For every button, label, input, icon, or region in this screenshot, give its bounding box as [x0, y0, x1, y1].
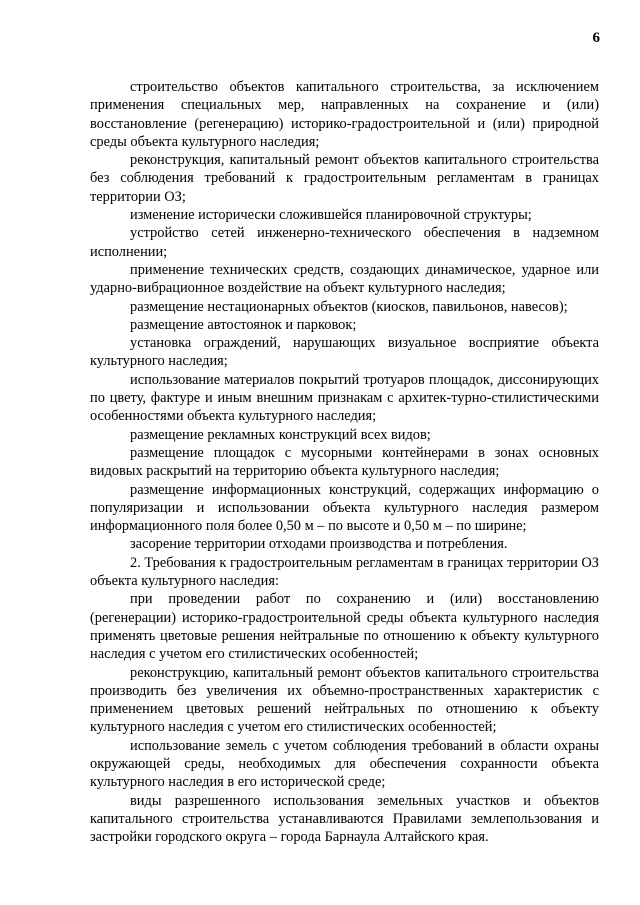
paragraph: засорение территории отходами производства и потребления. — [130, 536, 508, 553]
paragraph: размещение нестационарных объектов (киосков, павильонов, навесов); — [130, 298, 568, 315]
paragraph: размещение информационных конструкций, содержащих информацию о популяризации и использовании объекта культурного наследия размером информационного поля более 0,50 м – по высоте и 0,50 м – по ширине; — [90, 481, 599, 535]
paragraph: виды разрешенного использования земельных участков и объектов капитального строительства устанавливаются Правилами землепользования и застройки городского округа – города Барнаула Алтайского края. — [90, 792, 599, 846]
paragraph: устройство сетей инженерно-технического обеспечения в надземном исполнении; — [90, 225, 599, 260]
page-number: 6 — [592, 30, 600, 46]
paragraph: при проведении работ по сохранению и (или) восстановлению (регенерации) историко-градостроительной среды объекта культурного наследия применять цветовые решения нейтральные по отношению к объекту культурного наследия с учетом его стилистических особенностей; — [90, 591, 599, 663]
paragraph: размещение автостоянок и парковок; — [130, 316, 357, 333]
paragraph: реконструкцию, капитальный ремонт объектов капитального строительства производить без увеличения их объемно-пространственных характеристик с применением цветовых решений нейтральных по отношению к объекту культурного наследия с учетом его стилистических особенностей; — [90, 664, 599, 736]
paragraph: размещение рекламных конструкций всех видов; — [130, 426, 431, 443]
paragraph: изменение исторически сложившейся планировочной структуры; — [130, 207, 532, 224]
paragraph: использование земель с учетом соблюдения требований в области охраны окружающей среды, необходимых для обеспечения сохранности объекта культурного наследия в его исторической среде; — [90, 737, 599, 791]
paragraph: использование материалов покрытий тротуаров площадок, диссонирующих по цвету, фактуре и иным внешним признакам с архитек-турно-стилистическими особенностями объекта культурного наследия; — [90, 371, 599, 425]
paragraph: установка ограждений, нарушающих визуальное восприятие объекта культурного наследия; — [90, 335, 599, 370]
paragraph: размещение площадок с мусорными контейнерами в зонах основных видовых раскрытий на территорию объекта культурного наследия; — [90, 444, 599, 480]
paragraph: применение технических средств, создающих динамическое, ударное или ударно-вибрационное воздействие на объект культурного наследия; — [90, 261, 599, 297]
document-body — [90, 78, 599, 846]
section-heading-paragraph: 2. Требования к градостроительным регламентам в границах территории ОЗ объекта культурного наследия: — [90, 554, 599, 590]
paragraph: реконструкция, капитальный ремонт объектов капитального строительства без соблюдения требований к градостроительным регламентам в границах территории ОЗ; — [90, 152, 599, 205]
paragraph: строительство объектов капитального строительства, за исключением применения специальных мер, направленных на сохранение и (или) восстановление (регенерацию) историко-градостроительной и (или) природной среды объекта культурного наследия; — [90, 79, 599, 150]
